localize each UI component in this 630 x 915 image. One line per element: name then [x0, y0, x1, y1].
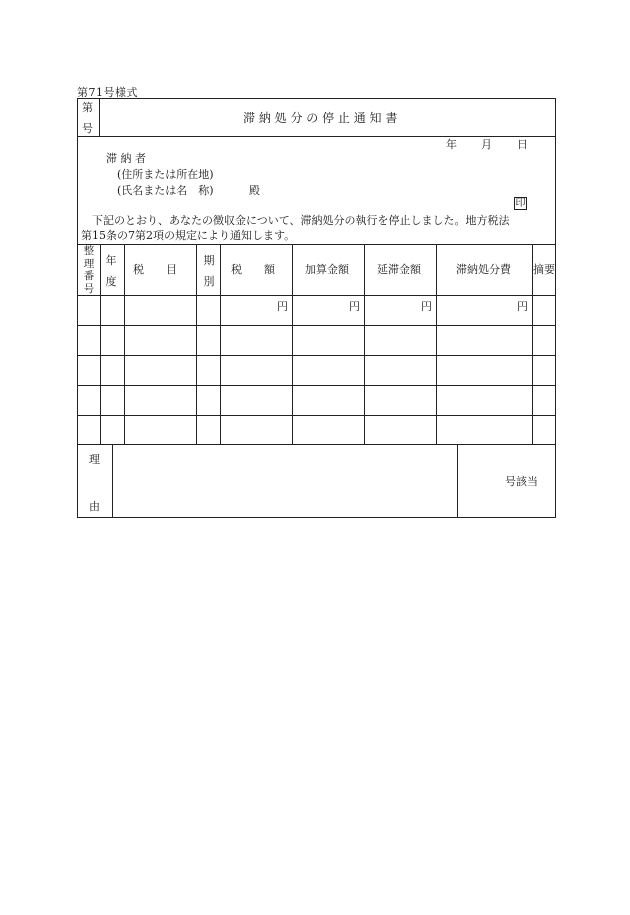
rule-notice-bottom: [77, 244, 556, 245]
rule-header-bottom: [77, 295, 556, 296]
header-tekiyo: 摘要: [533, 263, 555, 276]
seal-mark: 印: [515, 198, 526, 209]
header-kibetsu: 期別: [203, 254, 215, 288]
reason-right-divider: [457, 444, 458, 518]
delinquent-label: 滞 納 者: [106, 152, 146, 165]
header-kasan-kingaku: 加算金額: [305, 263, 349, 276]
rule-title-bottom: [77, 136, 556, 137]
notice-text-line-2: 第15条の7第2項の規定により通知します。: [81, 229, 296, 242]
header-taino-shobunhi: 滞納処分費: [456, 263, 511, 276]
col-divider-2: [124, 244, 125, 444]
rule-table-bottom: [77, 444, 556, 445]
header-zeimoku: 税 目: [133, 263, 177, 276]
yen-unit-zeigaku: 円: [277, 300, 288, 313]
name-label: (氏名または名 称): [117, 184, 214, 197]
rule-row-4: [77, 415, 556, 416]
number-suffix: 号: [82, 122, 93, 135]
rule-row-3: [77, 385, 556, 386]
date-month: 月: [481, 138, 492, 151]
col-divider-4: [220, 244, 221, 444]
notice-form: [77, 98, 556, 518]
reason-left-divider: [112, 444, 113, 518]
yen-unit-kasan: 円: [349, 300, 360, 313]
header-nendo: 年度: [105, 254, 117, 288]
reason-label-yu: 由: [89, 500, 100, 513]
header-seiri-bangou: 整理番号: [83, 245, 95, 295]
header-entai-kingaku: 延滞金額: [377, 263, 421, 276]
rule-row-2: [77, 355, 556, 356]
number-prefix: 第: [82, 101, 93, 114]
address-label: (住所または所在地): [117, 168, 214, 181]
notice-text-line-1: 下記のとおり、あなたの徴収金について、滞納処分の執行を停止しました。地方税法: [92, 214, 510, 227]
yen-unit-entai: 円: [421, 300, 432, 313]
col-divider-7: [436, 244, 437, 444]
header-zeigaku: 税 額: [231, 263, 275, 276]
yen-unit-shobunhi: 円: [517, 300, 528, 313]
rule-title-number-divider: [99, 98, 100, 136]
document-title: 滞 納 処 分 の 停 止 通 知 書: [243, 111, 398, 125]
applicable-clause-label: 号該当: [505, 475, 538, 488]
col-divider-1: [100, 244, 101, 444]
col-divider-6: [364, 244, 365, 444]
date-year: 年: [446, 138, 457, 151]
form-number-label: 第71号様式: [77, 86, 138, 99]
reason-label-ri: 理: [89, 453, 100, 466]
honorific: 殿: [249, 184, 260, 197]
date-day: 日: [517, 138, 528, 151]
col-divider-3: [196, 244, 197, 444]
col-divider-5: [292, 244, 293, 444]
rule-row-1: [77, 325, 556, 326]
